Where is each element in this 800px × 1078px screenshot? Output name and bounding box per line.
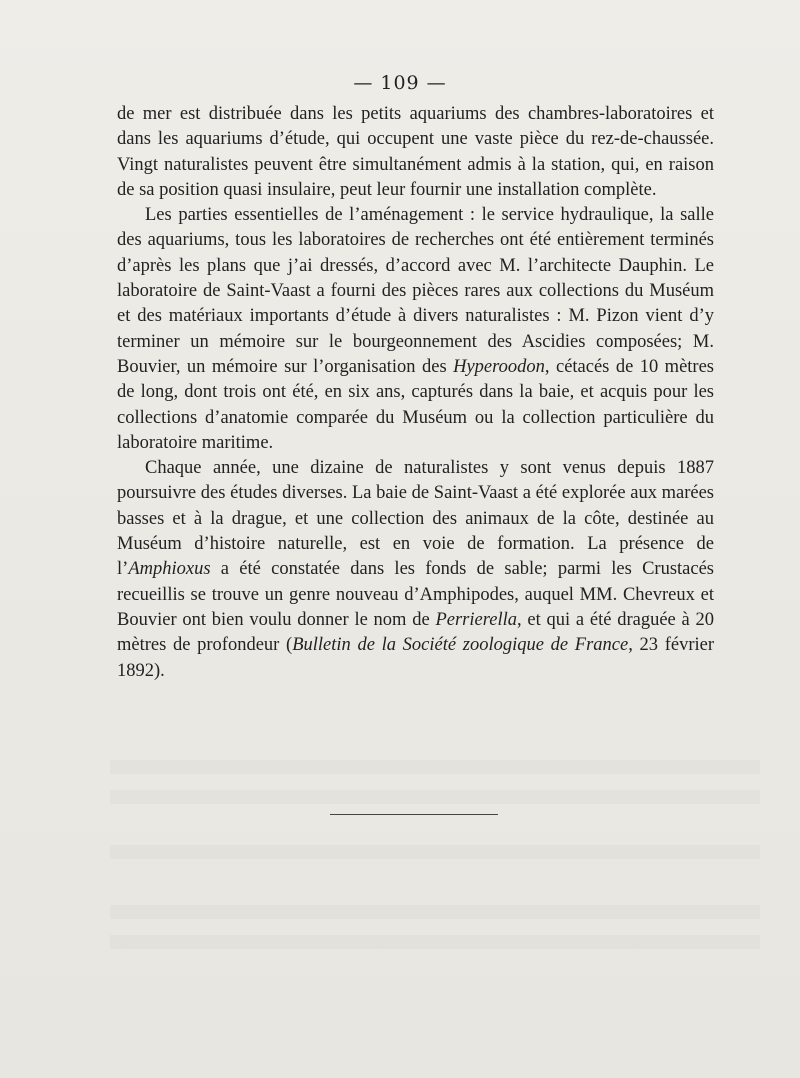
paragraph-continuation xyxy=(117,102,714,203)
page-number: — 109 — xyxy=(353,72,447,94)
show-through-shadow xyxy=(110,760,760,774)
body-text xyxy=(117,102,714,684)
show-through-shadow xyxy=(110,905,760,919)
text-segment: 23 février 1892). xyxy=(117,635,714,681)
show-through-shadow xyxy=(110,845,760,859)
text-segment: a été constatée dans les fonds de sable; parmi les Crustacés recueillis se trouve un genre nouveau d’Amphipodes, auquel MM. Chevreux et Bouvier ont bien voulu donner le nom de xyxy=(117,559,714,630)
text-segment: , cétacés de 10 mètres de long, dont trois ont été, en six ans, capturés dans la baie, et acquis pour les collections d’anatomie comparée du Muséum ou la collection particulière du laboratoire maritime. xyxy=(117,356,714,453)
text-segment: , et qui a été draguée à 20 mètres de profondeur ( xyxy=(117,609,714,656)
text-segment: Les parties essentielles de l’aménagement : le service hydraulique, la salle des aquariums, tous les laboratoires de recherches ont été entièrement terminés d’après les plans que j’ai dressés, d’accord avec M. l’architecte Dauphin. Le laboratoire de Saint-Vaast a fourni des pièces rares aux collections du Muséum et des matériaux importants d’étude à divers naturalistes : M. Pizon vient d’y terminer un mémoire sur le bourgeonnement des Ascidies composées; M. Bouvier, un mémoire sur l’organisation des xyxy=(117,205,714,377)
show-through-shadow xyxy=(110,790,760,804)
paragraph-naturalistes xyxy=(117,456,714,684)
text-segment: de mer est distribuée dans les petits aquariums des chambres-laboratoires et dans les aquariums d’étude, qui occupent une vaste pièce du rez-de-chaussée. Vingt naturalistes peuvent être simultanément admis à la station, qui, en raison de sa position quasi insulaire, peut leur fournir une installation complète. xyxy=(117,104,714,200)
italic-term: Amphioxus xyxy=(128,559,211,580)
show-through-shadow xyxy=(110,935,760,949)
italic-term: Hyperoodon xyxy=(453,356,545,377)
italic-term: Perrierella xyxy=(435,609,517,630)
paragraph-amenagement xyxy=(117,203,714,456)
end-rule xyxy=(330,814,498,815)
italic-citation: Bulletin de la Société zoologique de France, xyxy=(292,635,633,656)
text-segment: Chaque année, une dizaine de naturalistes y sont venus depuis 1887 poursuivre des études diverses. La baie de Saint-Vaast a été explorée aux marées basses et à la drague, et une collection des animaux de la côte, destinée au Muséum d’histoire naturelle, est en voie de formation. La présence de l’ xyxy=(117,458,714,580)
